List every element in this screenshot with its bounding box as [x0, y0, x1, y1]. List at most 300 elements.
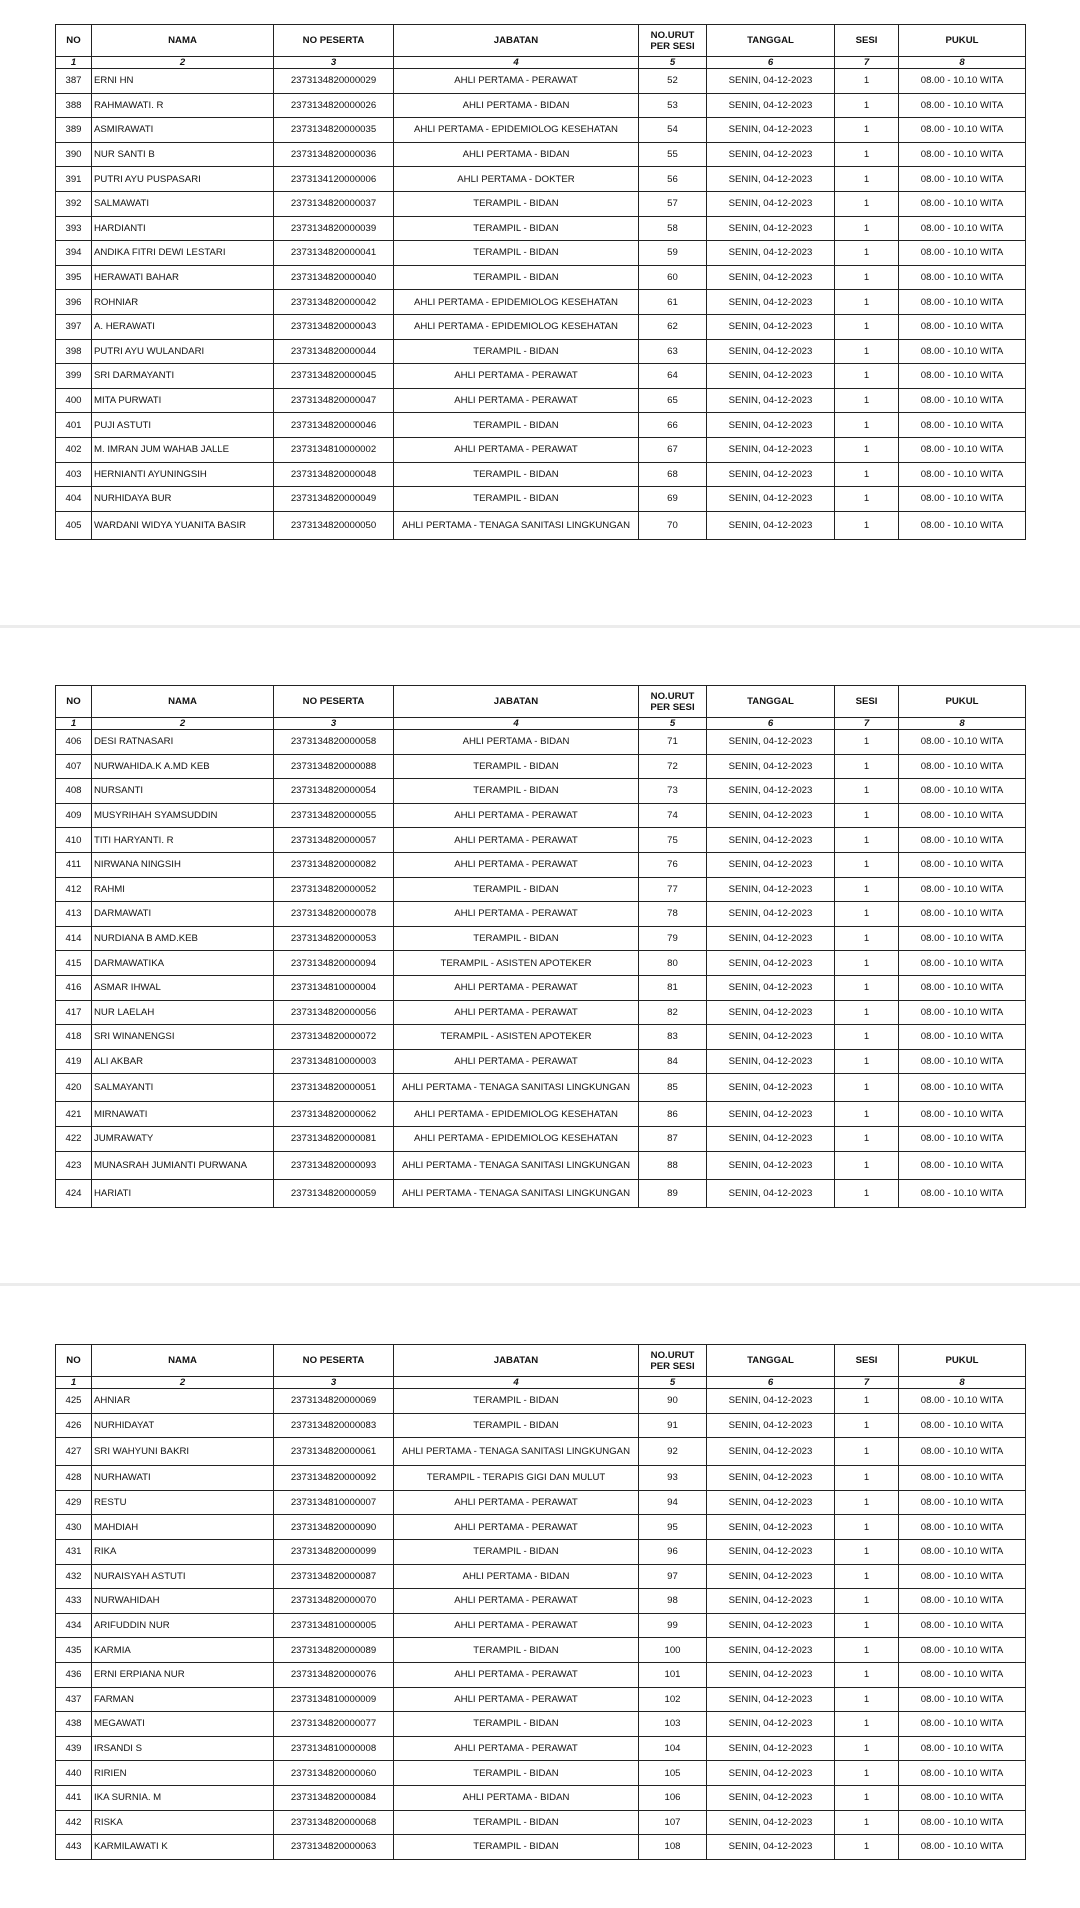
cell-no: 409	[56, 803, 92, 828]
cell-nama: KARMILAWATI K	[92, 1835, 274, 1860]
table-row	[56, 241, 1026, 266]
cell-no-peserta: 2373134820000078	[274, 902, 394, 927]
cell-no-peserta: 2373134820000092	[274, 1466, 394, 1491]
table-row	[56, 803, 1026, 828]
table-row	[56, 118, 1026, 143]
cell-nama: NUR LAELAH	[92, 1000, 274, 1025]
cell-jabatan: TERAMPIL - BIDAN	[394, 877, 639, 902]
header-no: NO	[56, 686, 92, 718]
cell-nama: MUNASRAH JUMIANTI PURWANA	[92, 1151, 274, 1179]
table-row	[56, 167, 1026, 192]
cell-sesi: 1	[835, 69, 899, 94]
header-no-urut-line2: PER SESI	[650, 701, 695, 713]
table-row	[56, 1049, 1026, 1074]
cell-no: 435	[56, 1638, 92, 1663]
cell-pukul: 08.00 - 10.10 WITA	[899, 975, 1026, 1000]
cell-nama: DESI RATNASARI	[92, 730, 274, 755]
cell-no-urut: 64	[639, 364, 707, 389]
cell-pukul: 08.00 - 10.10 WITA	[899, 902, 1026, 927]
table-row	[56, 902, 1026, 927]
cell-jabatan: AHLI PERTAMA - TENAGA SANITASI LINGKUNGAN	[394, 511, 639, 539]
cell-nama: PUJI ASTUTI	[92, 413, 274, 438]
cell-nama: DARMAWATIKA	[92, 951, 274, 976]
header-no-urut-line1: NO.URUT	[650, 1349, 695, 1361]
cell-jabatan: AHLI PERTAMA - BIDAN	[394, 93, 639, 118]
cell-nama: ALI AKBAR	[92, 1049, 274, 1074]
cell-nama: RIRIEN	[92, 1761, 274, 1786]
cell-no: 424	[56, 1179, 92, 1207]
cell-nama: ASMIRAWATI	[92, 118, 274, 143]
cell-tanggal: SENIN, 04-12-2023	[707, 388, 835, 413]
cell-pukul: 08.00 - 10.10 WITA	[899, 93, 1026, 118]
cell-nama: RISKA	[92, 1810, 274, 1835]
cell-nama: A. HERAWATI	[92, 314, 274, 339]
cell-nama: SRI DARMAYANTI	[92, 364, 274, 389]
table-row	[56, 1785, 1026, 1810]
cell-sesi: 1	[835, 388, 899, 413]
header-tanggal: TANGGAL	[707, 686, 835, 718]
header-pukul: PUKUL	[899, 1345, 1026, 1377]
cell-tanggal: SENIN, 04-12-2023	[707, 1589, 835, 1614]
cell-tanggal: SENIN, 04-12-2023	[707, 779, 835, 804]
table-row	[56, 1000, 1026, 1025]
cell-no-urut: 92	[639, 1438, 707, 1466]
cell-no-urut: 94	[639, 1490, 707, 1515]
cell-sesi: 1	[835, 951, 899, 976]
cell-jabatan: TERAMPIL - BIDAN	[394, 1712, 639, 1737]
header-no-peserta: NO PESERTA	[274, 686, 394, 718]
cell-nama: TITI HARYANTI. R	[92, 828, 274, 853]
cell-pukul: 08.00 - 10.10 WITA	[899, 364, 1026, 389]
column-index: 6	[707, 718, 835, 730]
cell-pukul: 08.00 - 10.10 WITA	[899, 1662, 1026, 1687]
cell-no-peserta: 2373134820000063	[274, 1835, 394, 1860]
table-row	[56, 877, 1026, 902]
document-page-2	[0, 628, 1080, 1283]
cell-nama: MIRNAWATI	[92, 1102, 274, 1127]
cell-nama: SRI WAHYUNI BAKRI	[92, 1438, 274, 1466]
header-no-urut-line1: NO.URUT	[650, 690, 695, 702]
cell-no-urut: 75	[639, 828, 707, 853]
cell-nama: SRI WINANENGSI	[92, 1025, 274, 1050]
cell-pukul: 08.00 - 10.10 WITA	[899, 1179, 1026, 1207]
cell-no-peserta: 2373134820000049	[274, 487, 394, 512]
cell-no-peserta: 2373134820000094	[274, 951, 394, 976]
cell-pukul: 08.00 - 10.10 WITA	[899, 167, 1026, 192]
cell-no-peserta: 2373134820000039	[274, 216, 394, 241]
cell-sesi: 1	[835, 216, 899, 241]
cell-nama: DARMAWATI	[92, 902, 274, 927]
table-row	[56, 951, 1026, 976]
table-row	[56, 1413, 1026, 1438]
header-pukul: PUKUL	[899, 25, 1026, 57]
cell-pukul: 08.00 - 10.10 WITA	[899, 118, 1026, 143]
header-nama: NAMA	[92, 25, 274, 57]
cell-tanggal: SENIN, 04-12-2023	[707, 93, 835, 118]
cell-no-peserta: 2373134810000007	[274, 1490, 394, 1515]
cell-pukul: 08.00 - 10.10 WITA	[899, 1835, 1026, 1860]
cell-no: 395	[56, 265, 92, 290]
table-row	[56, 191, 1026, 216]
cell-no-peserta: 2373134820000036	[274, 142, 394, 167]
cell-no: 417	[56, 1000, 92, 1025]
cell-nama: RAHMAWATI. R	[92, 93, 274, 118]
cell-no-urut: 96	[639, 1539, 707, 1564]
cell-no-peserta: 2373134820000048	[274, 462, 394, 487]
cell-no-urut: 86	[639, 1102, 707, 1127]
cell-tanggal: SENIN, 04-12-2023	[707, 339, 835, 364]
cell-no-urut: 90	[639, 1389, 707, 1414]
cell-jabatan: TERAMPIL - BIDAN	[394, 1835, 639, 1860]
cell-sesi: 1	[835, 1438, 899, 1466]
cell-no: 436	[56, 1662, 92, 1687]
table-row	[56, 1761, 1026, 1786]
table-row	[56, 1389, 1026, 1414]
cell-no-urut: 58	[639, 216, 707, 241]
cell-jabatan: TERAMPIL - BIDAN	[394, 1638, 639, 1663]
cell-no-urut: 52	[639, 69, 707, 94]
cell-no-peserta: 2373134820000046	[274, 413, 394, 438]
cell-nama: HERNIANTI AYUNINGSIH	[92, 462, 274, 487]
cell-no-peserta: 2373134820000050	[274, 511, 394, 539]
cell-pukul: 08.00 - 10.10 WITA	[899, 1000, 1026, 1025]
cell-nama: NURDIANA B AMD.KEB	[92, 926, 274, 951]
cell-no: 429	[56, 1490, 92, 1515]
table-row	[56, 462, 1026, 487]
cell-pukul: 08.00 - 10.10 WITA	[899, 265, 1026, 290]
cell-nama: NUR SANTI B	[92, 142, 274, 167]
cell-no: 426	[56, 1413, 92, 1438]
cell-pukul: 08.00 - 10.10 WITA	[899, 1687, 1026, 1712]
table-row	[56, 1025, 1026, 1050]
cell-nama: IRSANDI S	[92, 1736, 274, 1761]
cell-jabatan: TERAMPIL - BIDAN	[394, 339, 639, 364]
cell-sesi: 1	[835, 803, 899, 828]
cell-no-urut: 79	[639, 926, 707, 951]
cell-no-peserta: 2373134810000008	[274, 1736, 394, 1761]
cell-no-urut: 101	[639, 1662, 707, 1687]
cell-tanggal: SENIN, 04-12-2023	[707, 1835, 835, 1860]
cell-no-urut: 91	[639, 1413, 707, 1438]
cell-jabatan: AHLI PERTAMA - PERAWAT	[394, 1736, 639, 1761]
cell-no-peserta: 2373134820000057	[274, 828, 394, 853]
cell-sesi: 1	[835, 1466, 899, 1491]
table-row	[56, 290, 1026, 315]
cell-tanggal: SENIN, 04-12-2023	[707, 1126, 835, 1151]
cell-jabatan: AHLI PERTAMA - PERAWAT	[394, 803, 639, 828]
column-index-row	[56, 718, 1026, 730]
cell-tanggal: SENIN, 04-12-2023	[707, 1712, 835, 1737]
cell-no-peserta: 2373134820000070	[274, 1589, 394, 1614]
table-row	[56, 1736, 1026, 1761]
cell-pukul: 08.00 - 10.10 WITA	[899, 142, 1026, 167]
column-index: 2	[92, 1377, 274, 1389]
cell-no: 420	[56, 1074, 92, 1102]
cell-jabatan: AHLI PERTAMA - PERAWAT	[394, 975, 639, 1000]
cell-jabatan: AHLI PERTAMA - PERAWAT	[394, 1613, 639, 1638]
column-index-row	[56, 1377, 1026, 1389]
cell-nama: IKA SURNIA. M	[92, 1785, 274, 1810]
cell-jabatan: AHLI PERTAMA - EPIDEMIOLOG KESEHATAN	[394, 290, 639, 315]
cell-sesi: 1	[835, 1539, 899, 1564]
cell-jabatan: AHLI PERTAMA - PERAWAT	[394, 1000, 639, 1025]
cell-jabatan: AHLI PERTAMA - BIDAN	[394, 730, 639, 755]
cell-no-urut: 66	[639, 413, 707, 438]
cell-tanggal: SENIN, 04-12-2023	[707, 1389, 835, 1414]
cell-jabatan: AHLI PERTAMA - BIDAN	[394, 1785, 639, 1810]
cell-no-peserta: 2373134820000087	[274, 1564, 394, 1589]
cell-no-peserta: 2373134820000083	[274, 1413, 394, 1438]
header-row	[56, 25, 1026, 57]
cell-no: 398	[56, 339, 92, 364]
cell-no-peserta: 2373134820000062	[274, 1102, 394, 1127]
cell-sesi: 1	[835, 1835, 899, 1860]
cell-tanggal: SENIN, 04-12-2023	[707, 877, 835, 902]
cell-no-urut: 85	[639, 1074, 707, 1102]
cell-nama: RIKA	[92, 1539, 274, 1564]
cell-sesi: 1	[835, 1179, 899, 1207]
cell-nama: SALMAWATI	[92, 191, 274, 216]
cell-sesi: 1	[835, 1638, 899, 1663]
cell-sesi: 1	[835, 1785, 899, 1810]
cell-no-peserta: 2373134820000068	[274, 1810, 394, 1835]
cell-pukul: 08.00 - 10.10 WITA	[899, 1049, 1026, 1074]
table-row	[56, 926, 1026, 951]
cell-tanggal: SENIN, 04-12-2023	[707, 1413, 835, 1438]
table-row	[56, 779, 1026, 804]
cell-tanggal: SENIN, 04-12-2023	[707, 1785, 835, 1810]
cell-tanggal: SENIN, 04-12-2023	[707, 1564, 835, 1589]
cell-sesi: 1	[835, 93, 899, 118]
cell-nama: AHNIAR	[92, 1389, 274, 1414]
cell-pukul: 08.00 - 10.10 WITA	[899, 69, 1026, 94]
cell-tanggal: SENIN, 04-12-2023	[707, 241, 835, 266]
cell-tanggal: SENIN, 04-12-2023	[707, 364, 835, 389]
cell-pukul: 08.00 - 10.10 WITA	[899, 779, 1026, 804]
cell-no-peserta: 2373134820000090	[274, 1515, 394, 1540]
cell-tanggal: SENIN, 04-12-2023	[707, 951, 835, 976]
cell-no-peserta: 2373134820000055	[274, 803, 394, 828]
cell-tanggal: SENIN, 04-12-2023	[707, 167, 835, 192]
cell-no-peserta: 2373134810000009	[274, 1687, 394, 1712]
table-row	[56, 93, 1026, 118]
cell-no: 427	[56, 1438, 92, 1466]
header-no-urut-line2: PER SESI	[650, 40, 695, 52]
table-row	[56, 265, 1026, 290]
cell-no-peserta: 2373134820000088	[274, 754, 394, 779]
cell-tanggal: SENIN, 04-12-2023	[707, 828, 835, 853]
cell-no: 438	[56, 1712, 92, 1737]
cell-sesi: 1	[835, 1049, 899, 1074]
table-row	[56, 1810, 1026, 1835]
cell-no-urut: 53	[639, 93, 707, 118]
cell-nama: ERNI ERPIANA NUR	[92, 1662, 274, 1687]
cell-pukul: 08.00 - 10.10 WITA	[899, 1466, 1026, 1491]
header-no-urut-line2: PER SESI	[650, 1360, 695, 1372]
cell-no-urut: 70	[639, 511, 707, 539]
table-body	[56, 1389, 1026, 1860]
cell-no-peserta: 2373134820000072	[274, 1025, 394, 1050]
cell-tanggal: SENIN, 04-12-2023	[707, 216, 835, 241]
column-index: 5	[639, 718, 707, 730]
cell-jabatan: TERAMPIL - BIDAN	[394, 1413, 639, 1438]
cell-jabatan: AHLI PERTAMA - BIDAN	[394, 1564, 639, 1589]
cell-pukul: 08.00 - 10.10 WITA	[899, 1539, 1026, 1564]
cell-sesi: 1	[835, 511, 899, 539]
cell-no: 387	[56, 69, 92, 94]
cell-no-peserta: 2373134820000059	[274, 1179, 394, 1207]
cell-no-urut: 103	[639, 1712, 707, 1737]
header-no-urut	[639, 686, 707, 718]
cell-jabatan: TERAMPIL - BIDAN	[394, 413, 639, 438]
participant-table	[55, 1344, 1026, 1860]
cell-sesi: 1	[835, 1490, 899, 1515]
cell-no: 428	[56, 1466, 92, 1491]
cell-no-peserta: 2373134810000002	[274, 437, 394, 462]
cell-no-peserta: 2373134820000081	[274, 1126, 394, 1151]
table-row	[56, 754, 1026, 779]
cell-no-peserta: 2373134820000099	[274, 1539, 394, 1564]
cell-nama: ANDIKA FITRI DEWI LESTARI	[92, 241, 274, 266]
cell-nama: ERNI HN	[92, 69, 274, 94]
header-no: NO	[56, 25, 92, 57]
cell-no-urut: 97	[639, 1564, 707, 1589]
table-row	[56, 1102, 1026, 1127]
table-row	[56, 1564, 1026, 1589]
cell-no: 442	[56, 1810, 92, 1835]
cell-pukul: 08.00 - 10.10 WITA	[899, 1712, 1026, 1737]
table-row	[56, 1539, 1026, 1564]
cell-nama: RESTU	[92, 1490, 274, 1515]
cell-sesi: 1	[835, 339, 899, 364]
cell-sesi: 1	[835, 364, 899, 389]
cell-pukul: 08.00 - 10.10 WITA	[899, 828, 1026, 853]
cell-nama: NURHAWATI	[92, 1466, 274, 1491]
cell-no-peserta: 2373134820000037	[274, 191, 394, 216]
cell-sesi: 1	[835, 1025, 899, 1050]
cell-no-urut: 73	[639, 779, 707, 804]
cell-no: 391	[56, 167, 92, 192]
cell-sesi: 1	[835, 1736, 899, 1761]
cell-sesi: 1	[835, 1151, 899, 1179]
cell-tanggal: SENIN, 04-12-2023	[707, 1000, 835, 1025]
cell-no-urut: 67	[639, 437, 707, 462]
column-index: 3	[274, 57, 394, 69]
column-index: 7	[835, 57, 899, 69]
cell-no-urut: 89	[639, 1179, 707, 1207]
cell-no: 394	[56, 241, 92, 266]
cell-no: 396	[56, 290, 92, 315]
cell-tanggal: SENIN, 04-12-2023	[707, 437, 835, 462]
table-row	[56, 216, 1026, 241]
table-row	[56, 730, 1026, 755]
cell-no-peserta: 2373134820000026	[274, 93, 394, 118]
cell-jabatan: AHLI PERTAMA - PERAWAT	[394, 1662, 639, 1687]
header-row	[56, 686, 1026, 718]
cell-sesi: 1	[835, 142, 899, 167]
cell-pukul: 08.00 - 10.10 WITA	[899, 462, 1026, 487]
cell-pukul: 08.00 - 10.10 WITA	[899, 388, 1026, 413]
column-index: 3	[274, 1377, 394, 1389]
cell-tanggal: SENIN, 04-12-2023	[707, 1179, 835, 1207]
cell-pukul: 08.00 - 10.10 WITA	[899, 1785, 1026, 1810]
cell-no-urut: 105	[639, 1761, 707, 1786]
cell-jabatan: AHLI PERTAMA - EPIDEMIOLOG KESEHATAN	[394, 1102, 639, 1127]
cell-no: 416	[56, 975, 92, 1000]
cell-nama: RAHMI	[92, 877, 274, 902]
cell-tanggal: SENIN, 04-12-2023	[707, 754, 835, 779]
cell-sesi: 1	[835, 1589, 899, 1614]
cell-nama: JUMRAWATY	[92, 1126, 274, 1151]
cell-nama: M. IMRAN JUM WAHAB JALLE	[92, 437, 274, 462]
table-row	[56, 852, 1026, 877]
cell-jabatan: AHLI PERTAMA - BIDAN	[394, 142, 639, 167]
cell-pukul: 08.00 - 10.10 WITA	[899, 1151, 1026, 1179]
cell-no-urut: 95	[639, 1515, 707, 1540]
cell-pukul: 08.00 - 10.10 WITA	[899, 1638, 1026, 1663]
cell-no-urut: 88	[639, 1151, 707, 1179]
cell-nama: WARDANI WIDYA YUANITA BASIR	[92, 511, 274, 539]
header-no: NO	[56, 1345, 92, 1377]
cell-no-peserta: 2373134820000035	[274, 118, 394, 143]
column-index: 4	[394, 718, 639, 730]
table-row	[56, 1589, 1026, 1614]
cell-no-urut: 68	[639, 462, 707, 487]
cell-tanggal: SENIN, 04-12-2023	[707, 1438, 835, 1466]
cell-tanggal: SENIN, 04-12-2023	[707, 1613, 835, 1638]
cell-no-peserta: 2373134820000060	[274, 1761, 394, 1786]
cell-nama: MAHDIAH	[92, 1515, 274, 1540]
cell-no: 413	[56, 902, 92, 927]
cell-pukul: 08.00 - 10.10 WITA	[899, 339, 1026, 364]
cell-jabatan: AHLI PERTAMA - PERAWAT	[394, 364, 639, 389]
cell-jabatan: AHLI PERTAMA - TENAGA SANITASI LINGKUNGAN	[394, 1179, 639, 1207]
cell-no-peserta: 2373134820000061	[274, 1438, 394, 1466]
cell-no: 443	[56, 1835, 92, 1860]
cell-pukul: 08.00 - 10.10 WITA	[899, 487, 1026, 512]
cell-jabatan: TERAMPIL - BIDAN	[394, 754, 639, 779]
cell-tanggal: SENIN, 04-12-2023	[707, 926, 835, 951]
cell-no-peserta: 2373134820000069	[274, 1389, 394, 1414]
cell-pukul: 08.00 - 10.10 WITA	[899, 926, 1026, 951]
cell-no: 421	[56, 1102, 92, 1127]
cell-pukul: 08.00 - 10.10 WITA	[899, 1736, 1026, 1761]
cell-pukul: 08.00 - 10.10 WITA	[899, 1389, 1026, 1414]
cell-jabatan: TERAMPIL - BIDAN	[394, 191, 639, 216]
cell-nama: NURAISYAH ASTUTI	[92, 1564, 274, 1589]
table-row	[56, 1490, 1026, 1515]
cell-tanggal: SENIN, 04-12-2023	[707, 265, 835, 290]
cell-jabatan: TERAMPIL - BIDAN	[394, 462, 639, 487]
cell-no: 423	[56, 1151, 92, 1179]
cell-sesi: 1	[835, 1761, 899, 1786]
cell-pukul: 08.00 - 10.10 WITA	[899, 730, 1026, 755]
header-pukul: PUKUL	[899, 686, 1026, 718]
column-index: 4	[394, 57, 639, 69]
cell-jabatan: AHLI PERTAMA - TENAGA SANITASI LINGKUNGAN	[394, 1151, 639, 1179]
cell-tanggal: SENIN, 04-12-2023	[707, 1687, 835, 1712]
cell-jabatan: AHLI PERTAMA - PERAWAT	[394, 852, 639, 877]
cell-sesi: 1	[835, 730, 899, 755]
cell-no-peserta: 2373134820000047	[274, 388, 394, 413]
cell-pukul: 08.00 - 10.10 WITA	[899, 413, 1026, 438]
cell-sesi: 1	[835, 314, 899, 339]
cell-sesi: 1	[835, 290, 899, 315]
header-jabatan: JABATAN	[394, 25, 639, 57]
cell-no-urut: 72	[639, 754, 707, 779]
cell-sesi: 1	[835, 877, 899, 902]
column-index: 2	[92, 718, 274, 730]
